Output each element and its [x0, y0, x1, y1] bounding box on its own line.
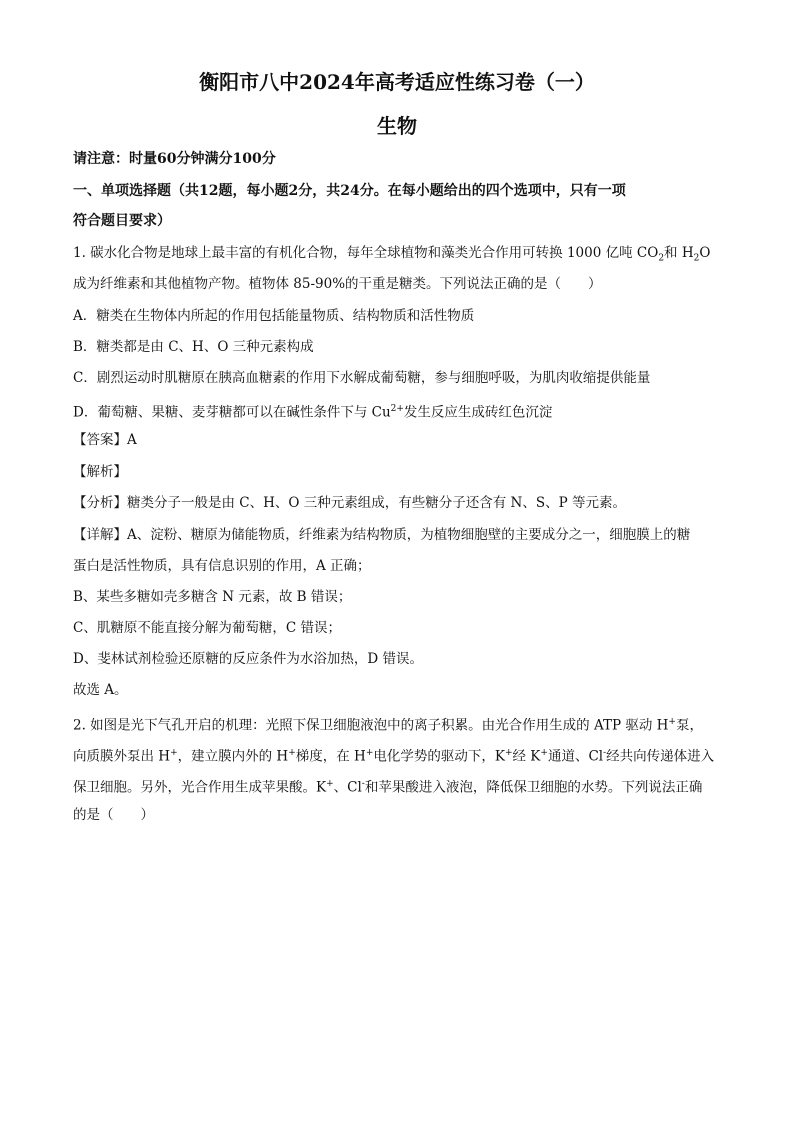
q1-option-a: A．糖类在生物体内所起的作用包括能量物质、结构物质和活性物质 — [73, 308, 475, 324]
q1-stem-line1: 1. 碳水化合物是地球上最丰富的有机化合物，每年全球植物和藻类光合作用可转换 1000 亿吨 $CO_2$和 $H_2O$ — [73, 245, 711, 264]
q2-line1: 2. 如图是光下气孔开启的机理：光照下保卫细胞液泡中的离子积累。由光合作用生成的 ATP 驱动 H+泵， — [73, 717, 703, 734]
q1-option-c: C．剧烈运动时肌糖原在胰高血糖素的作用下水解成葡萄糖，参与细胞呼吸，为肌肉收缩提供能量 — [73, 370, 651, 386]
q1-detail-d: D、斐林试剂检验还原糖的反应条件为水浴加热，D 错误。 — [73, 651, 423, 667]
q1-conclusion: 故选 A。 — [73, 682, 128, 698]
q2-line4: 的是（ ） — [73, 807, 154, 823]
section-heading-line2: 符合题目要求） — [73, 213, 171, 229]
q1-detail-line1: 【详解】A、淀粉、糖原为储能物质，纤维素为结构物质，为植物细胞壁的主要成分之一，细胞膜上的糖 — [73, 527, 691, 543]
exam-title: 衡阳市八中2024年高考适应性练习卷（一） — [199, 70, 595, 94]
q1-answer: 【答案】A — [73, 432, 137, 448]
section-heading-line1: 一、单项选择题（共12题，每小题2分，共24分。在每小题给出的四个选项中，只有一项 — [73, 183, 626, 199]
q1-option-b: B．糖类都是由 C、H、O 三种元素构成 — [73, 339, 314, 355]
q1-analysis: 【分析】糖类分子一般是由 C、H、O 三种元素组成，有些糖分子还含有 N、S、P 等元素。 — [73, 495, 626, 511]
q1-stem-line2: 成为纤维素和其他植物产物。植物体 85-90%的干重是糖类。下列说法正确的是（ ） — [73, 276, 602, 292]
q1-option-d: D．葡萄糖、果糖、麦芽糖都可以在碱性条件下与 $Cu^{2+}$发生反应生成砖红色沉淀 — [73, 404, 553, 421]
q2-line2: 向质膜外泵出 H+，建立膜内外的 H+梯度，在 H+电化学势的驱动下，K+经 K+通道、Cl-经共向传递体进入 — [73, 748, 715, 765]
q1-analysis-heading: 【解析】 — [73, 464, 127, 480]
notice-line: 请注意：时量60分钟满分100分 — [73, 151, 276, 167]
q1-detail-c: C、肌糖原不能直接分解为葡萄糖，C 错误； — [73, 620, 341, 636]
q1-detail-b: B、某些多糖如壳多糖含 N 元素，故 B 错误； — [73, 589, 352, 605]
q1-detail-line2: 蛋白是活性物质，具有信息识别的作用，A 正确； — [73, 558, 371, 574]
q2-line3: 保卫细胞。另外，光合作用生成苹果酸。K+、Cl-和苹果酸进入液泡，降低保卫细胞的水势。下列说法正确 — [73, 779, 703, 796]
subject-title: 生物 — [377, 114, 417, 138]
